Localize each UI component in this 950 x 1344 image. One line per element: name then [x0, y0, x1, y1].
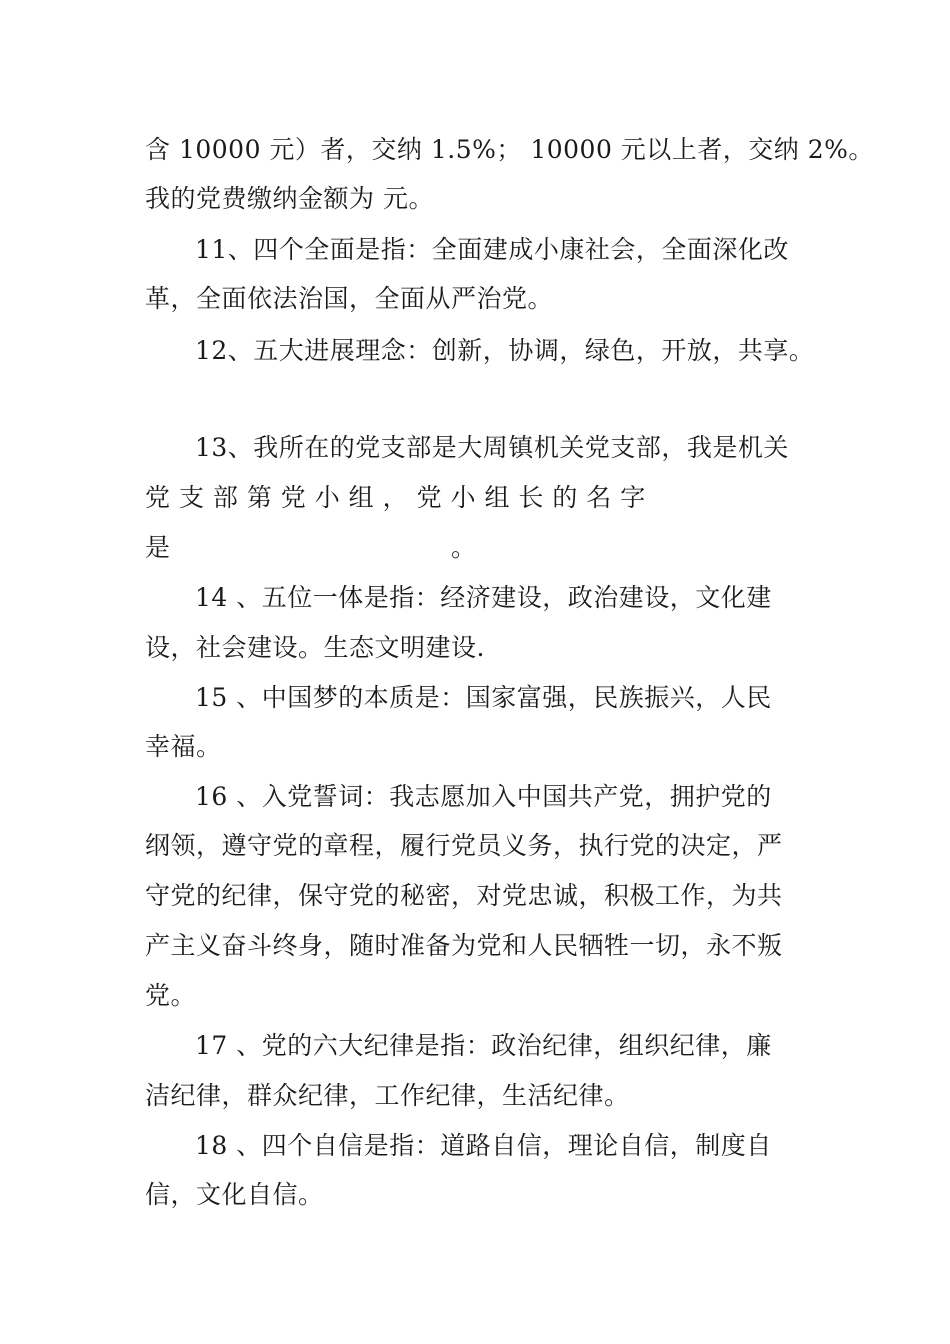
item-11-line: 革，全面依法治国，全面从严治党。 [145, 284, 554, 313]
item-16-line: 16 、入党誓词：我志愿加入中国共产党，拥护党的 [195, 782, 772, 811]
item-13-period: 。 [451, 533, 477, 562]
item-16-line: 产主义奋斗终身，随时准备为党和人民牺牲一切，永不叛 [145, 931, 783, 960]
item-12-line: 12、五大进展理念：创新，协调，绿色，开放，共享。 [195, 336, 815, 365]
text-line: 我的党费缴纳金额为 元。 [145, 184, 434, 213]
item-15-line: 15 、中国梦的本质是：国家富强，民族振兴，人民 [195, 683, 772, 712]
item-16-line: 党。 [145, 981, 197, 1010]
item-17-line: 17 、党的六大纪律是指：政治纪律，组织纪律，廉 [195, 1031, 772, 1060]
item-13-line: 13、我所在的党支部是大周镇机关党支部，我是机关 [195, 433, 789, 462]
item-16-line: 纲领，遵守党的章程，履行党员义务，执行党的决定，严 [145, 831, 783, 860]
item-13-line: 是 [145, 533, 171, 562]
item-15-line: 幸福。 [145, 732, 222, 761]
text-line: 含 10000 元）者，交纳 1.5%； 10000 元以上者，交纳 2%。 [145, 135, 874, 164]
item-18-line: 信，文化自信。 [145, 1180, 324, 1209]
item-14-line: 14 、五位一体是指：经济建设，政治建设，文化建 [195, 583, 772, 612]
item-14-line: 设，社会建设。生态文明建设. [145, 633, 485, 662]
item-11-line: 11、四个全面是指：全面建成小康社会，全面深化改 [195, 235, 789, 264]
item-13-line: 党 支 部 第 党 小 组 ， 党 小 组 长 的 名 字 [145, 483, 646, 512]
item-18-line: 18 、四个自信是指：道路自信，理论自信，制度自 [195, 1131, 772, 1160]
item-17-line: 洁纪律，群众纪律，工作纪律，生活纪律。 [145, 1081, 630, 1110]
item-16-line: 守党的纪律，保守党的秘密，对党忠诚，积极工作，为共 [145, 881, 783, 910]
